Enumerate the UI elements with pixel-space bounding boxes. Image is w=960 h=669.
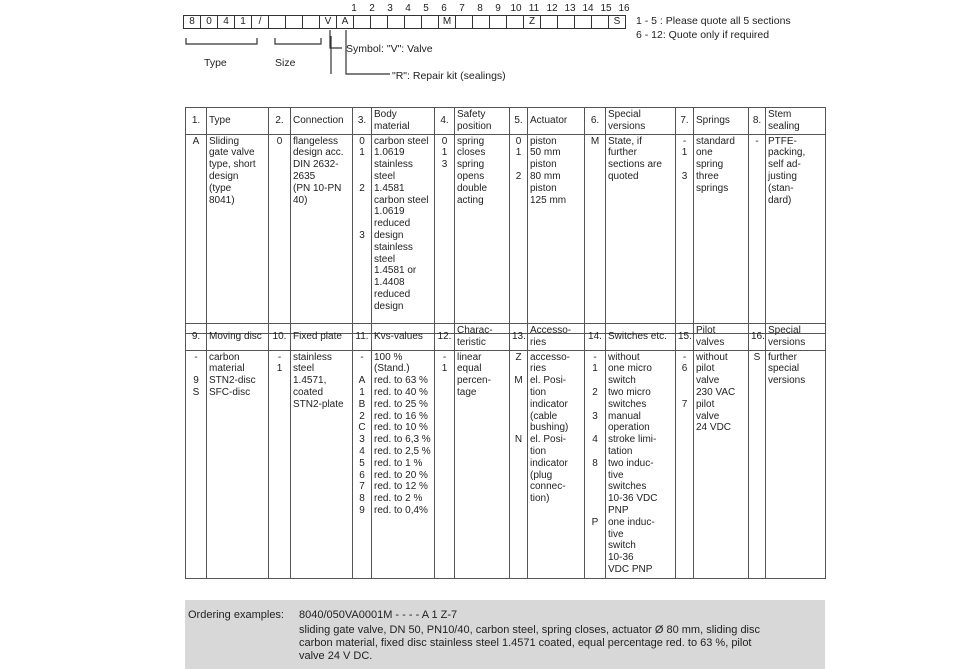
option-descriptions: State, if further sections are quoted [606, 134, 676, 333]
option-codes: A [186, 134, 207, 333]
section-number: 15. [676, 324, 694, 351]
section-number: 16. [749, 324, 766, 351]
option-descriptions: further special versions [766, 350, 826, 578]
section-number: 14. [585, 324, 606, 351]
option-descriptions: linear equal percen- tage [455, 350, 510, 578]
code-section-cell: M [439, 15, 456, 29]
section-number: 10. [269, 324, 291, 351]
section-heading: Kvs-values [372, 324, 435, 351]
section-heading: Special versions [766, 324, 826, 351]
column-number: 7 [459, 3, 465, 14]
code-section-cell [354, 15, 371, 29]
column-number: 14 [582, 3, 594, 14]
option-descriptions: flangeless design acc. DIN 2632- 2635 (PN 10-PN 40) [291, 134, 353, 333]
option-codes: Z M N [510, 350, 528, 578]
bracket-label-type: Type [204, 57, 227, 69]
section-number: 5. [510, 108, 528, 135]
note-sections-1-5: 1 - 5 : Please quote all 5 sections [636, 15, 791, 27]
option-descriptions: Sliding gate valve type, short design (type 8041) [207, 134, 269, 333]
code-section-cell [405, 15, 422, 29]
section-heading: Connection [291, 108, 353, 135]
ordering-description-line: valve 24 V DC. [299, 650, 373, 662]
section-number: 4. [435, 108, 455, 135]
code-section-cell: Z [524, 15, 541, 29]
code-prefix-cell: / [252, 15, 269, 29]
column-number: 8 [477, 3, 483, 14]
section-number: 3. [353, 108, 372, 135]
section-number: 9. [186, 324, 207, 351]
code-prefix-cell [303, 15, 320, 29]
option-codes: 0 [269, 134, 291, 333]
section-heading: Accesso- ries [528, 324, 585, 351]
ordering-examples-box [185, 600, 825, 669]
column-number: 13 [564, 3, 576, 14]
option-codes: M [585, 134, 606, 333]
option-descriptions: PTFE- packing, self ad- justing (stan- dard) [766, 134, 826, 333]
option-descriptions: spring closes spring opens double acting [455, 134, 510, 333]
column-number: 10 [510, 3, 522, 14]
option-descriptions: carbon steel 1.0619 stainless steel 1.4581 carbon steel 1.0619 reduced design stainless steel 1.4581 or 1.4408 reduced design [372, 134, 435, 333]
column-number: 5 [423, 3, 429, 14]
code-section-cell [388, 15, 405, 29]
code-section-cell [541, 15, 558, 29]
column-number: 9 [495, 3, 501, 14]
option-codes: - [749, 134, 766, 333]
option-codes: 0 1 2 [510, 134, 528, 333]
section-heading: Moving disc [207, 324, 269, 351]
code-prefix-cell: 8 [183, 15, 201, 29]
code-section-cell [575, 15, 592, 29]
option-descriptions: without one micro switch two micro switches manual operation stroke limi- tation two induc- tive switches 10-36 VDC PNP one induc- tive switch 10-36 VDC PNP [606, 350, 676, 578]
option-descriptions: accesso- ries el. Posi- tion indicator (cable bushing) el. Posi- tion indicator (plug connec- tion) [528, 350, 585, 578]
column-number: 1 [351, 3, 357, 14]
option-codes: 0 1 3 [435, 134, 455, 333]
ordering-description-line: carbon material, fixed disc stainless steel 1.4571 coated, equal percentage red. to 63 %, pilot [299, 637, 752, 649]
option-descriptions: piston 50 mm piston 80 mm piston 125 mm [528, 134, 585, 333]
column-number: 2 [369, 3, 375, 14]
section-number: 11. [353, 324, 372, 351]
code-prefix-cell: 4 [218, 15, 235, 29]
spec-table-sections-9-16 [185, 323, 826, 579]
column-number: 15 [600, 3, 612, 14]
code-section-cell: S [609, 15, 626, 29]
option-descriptions: 100 % (Stand.) red. to 63 % red. to 40 % red. to 25 % red. to 16 % red. to 10 % red. to 6,3 % red. to 2,5 % red. to 1 % red. to 20 % red. to 12 % red. to 2 % red. to 0,4% [372, 350, 435, 578]
ordering-label: Ordering examples: [188, 609, 284, 621]
code-section-cell [371, 15, 388, 29]
ordering-code: 8040/050VA0001M - - - - A 1 Z-7 [299, 609, 458, 621]
spec-table-sections-1-8 [185, 107, 826, 334]
code-prefix-cell: V [320, 15, 337, 29]
option-codes: 0 1 2 3 [353, 134, 372, 333]
symbol-repair-kit: "R": Repair kit (sealings) [392, 70, 506, 82]
bracket-label-size: Size [275, 57, 296, 69]
section-heading: Safety position [455, 108, 510, 135]
section-heading: Pilot valves [694, 324, 749, 351]
option-codes: - 1 2 3 4 8 P [585, 350, 606, 578]
option-codes: - 1 [435, 350, 455, 578]
option-descriptions: stainless steel 1.4571, coated STN2-plate [291, 350, 353, 578]
section-heading: Springs [694, 108, 749, 135]
code-prefix-cell: 0 [201, 15, 218, 29]
option-descriptions: standard one spring three springs [694, 134, 749, 333]
code-prefix-cell: A [337, 15, 354, 29]
code-section-cell [490, 15, 507, 29]
code-section-cell [558, 15, 575, 29]
section-heading: Body material [372, 108, 435, 135]
section-number: 12. [435, 324, 455, 351]
note-sections-6-12: 6 - 12: Quote only if required [636, 29, 770, 41]
symbol-valve: Symbol: "V": Valve [346, 43, 433, 55]
bracket-lines [183, 36, 343, 76]
column-number: 16 [618, 3, 630, 14]
code-section-cell [473, 15, 490, 29]
section-heading: Charac- teristic [455, 324, 510, 351]
option-descriptions: without pilot valve 230 VAC pilot valve 24 VDC [694, 350, 749, 578]
section-heading: Special versions [606, 108, 676, 135]
section-heading: Fixed plate [291, 324, 353, 351]
column-number: 6 [441, 3, 447, 14]
option-codes: - 9 S [186, 350, 207, 578]
section-number: 13. [510, 324, 528, 351]
section-heading: Stem sealing [766, 108, 826, 135]
column-number: 3 [387, 3, 393, 14]
order-code-cells [183, 15, 626, 28]
code-prefix-cell [269, 15, 286, 29]
code-section-cell [592, 15, 609, 29]
section-number: 6. [585, 108, 606, 135]
ordering-description-line: sliding gate valve, DN 50, PN10/40, carbon steel, spring closes, actuator Ø 80 mm, sliding disc [299, 624, 761, 636]
option-codes: S [749, 350, 766, 578]
column-numbers [180, 3, 635, 15]
code-prefix-cell [286, 15, 303, 29]
option-descriptions: carbon material STN2-disc SFC-disc [207, 350, 269, 578]
section-heading: Switches etc. [606, 324, 676, 351]
section-number: 1. [186, 108, 207, 135]
option-codes: - 1 [269, 350, 291, 578]
code-section-cell [507, 15, 524, 29]
code-section-cell [422, 15, 439, 29]
column-number: 12 [546, 3, 558, 14]
column-number: 11 [528, 3, 540, 14]
section-number: 7. [676, 108, 694, 135]
section-heading: Type [207, 108, 269, 135]
code-prefix-cell: 1 [235, 15, 252, 29]
option-codes: - 6 7 [676, 350, 694, 578]
section-number: 8. [749, 108, 766, 135]
section-heading: Actuator [528, 108, 585, 135]
section-number: 2. [269, 108, 291, 135]
code-section-cell [456, 15, 473, 29]
column-number: 4 [405, 3, 411, 14]
option-codes: - A 1 B 2 C 3 4 5 6 7 8 9 [353, 350, 372, 578]
option-codes: - 1 3 [676, 134, 694, 333]
